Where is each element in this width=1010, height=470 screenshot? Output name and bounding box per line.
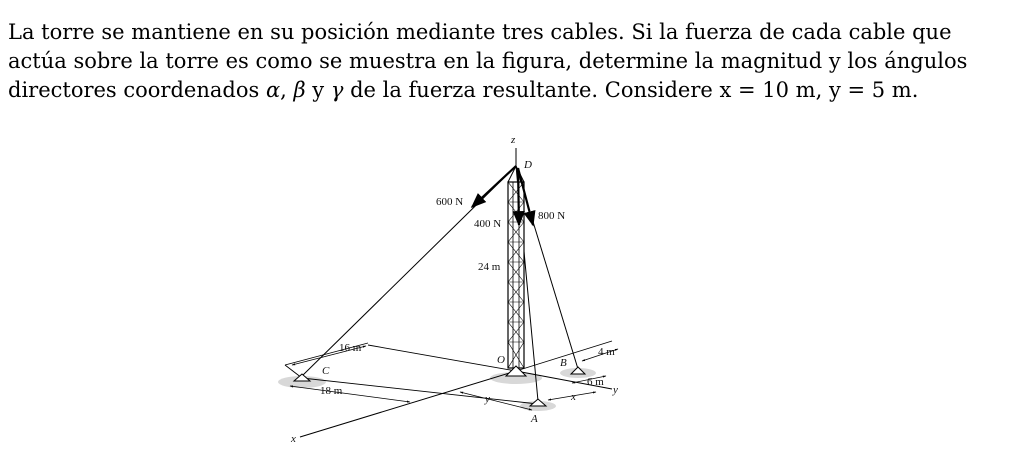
point-O-label: O (497, 354, 505, 366)
separator-2: y (305, 78, 331, 102)
height-label: 24 m (478, 261, 501, 273)
problem-line-3-start: directores coordenados (8, 78, 266, 102)
problem-line-3-end: de la fuerza resultante. Considere x = 10 m, y = 5 m. (343, 78, 919, 102)
dim-16-label: 16 m (339, 342, 362, 354)
tower (508, 166, 524, 368)
problem-line-1: La torre se mantiene en su posición mediante tres cables. Si la fuerza de cada cable que (8, 20, 952, 44)
force-600-label: 600 N (436, 196, 464, 208)
beta-symbol: β (293, 78, 306, 102)
z-axis-label: z (511, 134, 516, 146)
y-axis-label: y (613, 384, 618, 396)
force-800-label: 800 N (538, 210, 566, 222)
point-B-label: B (560, 357, 567, 369)
dim-6-label: 6 m (587, 376, 604, 388)
force-400-label: 400 N (474, 218, 502, 230)
point-D-label: D (524, 159, 532, 171)
dim-18-label: 18 m (320, 385, 343, 397)
dim-y-label: y (485, 393, 490, 405)
problem-line-2: actúa sobre la torre es como se muestra en la figura, determine la magnitud y los ángulos (8, 49, 968, 73)
x-axis-label: x (291, 433, 296, 445)
alpha-symbol: α (265, 78, 281, 102)
gamma-symbol: γ (330, 78, 344, 102)
dim-x-label: x (571, 391, 576, 403)
point-A-label: A (531, 413, 538, 425)
force-400-arrow (518, 168, 519, 225)
dimension-lines (290, 346, 618, 410)
point-C-label: C (322, 365, 330, 377)
separator-1: , (280, 78, 294, 102)
dim-4-label: 4 m (598, 346, 615, 358)
